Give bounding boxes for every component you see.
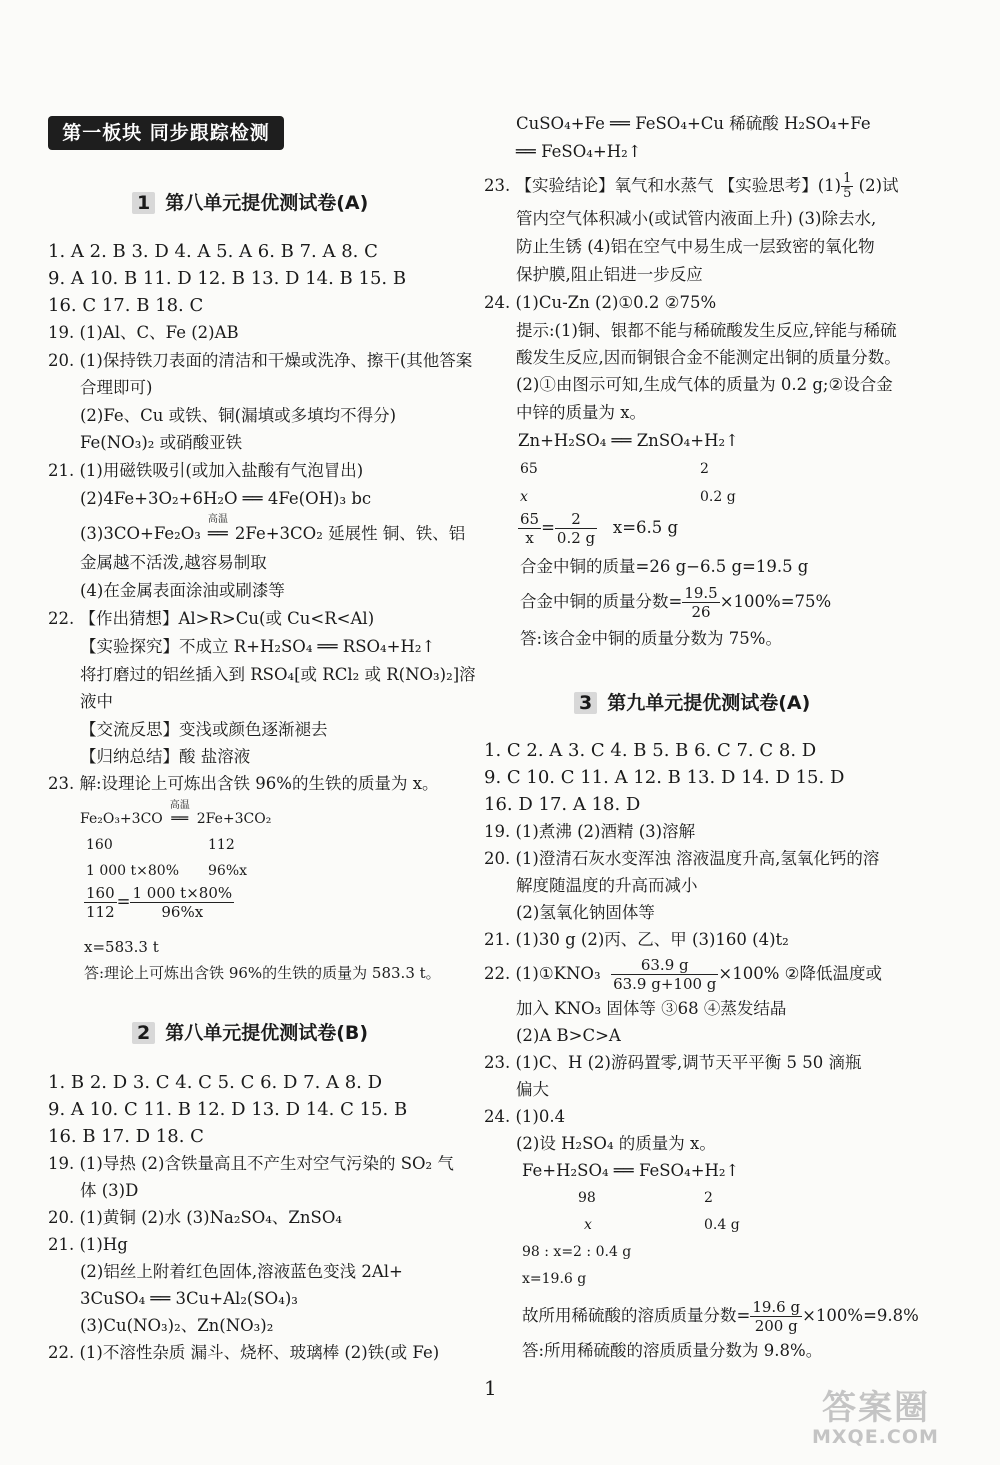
equation-line: Fe+H₂SO₄ ══ FeSO₄+H₂↑: [522, 1161, 740, 1180]
section-number: 1: [132, 192, 155, 214]
answer-line: 酸发生反应,因而铜银合金不能测定出铜的质量分数。: [516, 348, 901, 367]
answer-line: 23. (1)C、H (2)游码置零,调节天平平衡 5 50 滴瓶: [484, 1053, 862, 1072]
answer-line: 24. (1)Cu-Zn (2)①0.2 ②75%: [484, 293, 717, 312]
denominator: 200 g: [754, 1317, 798, 1335]
numerator: 19.6 g: [752, 1298, 801, 1316]
answer-line: CuSO₄+Fe ══ FeSO₄+Cu 稀硫酸 H₂SO₄+Fe: [516, 114, 871, 133]
answer-line: 体 (3)D: [80, 1181, 139, 1200]
answer-line: (2)设 H₂SO₄ 的质量为 x。: [516, 1134, 716, 1153]
fraction: [555, 510, 597, 547]
answer-line: 【交流反思】变浅或颜色逐渐褪去: [80, 720, 328, 739]
equation-line: Zn+H₂SO₄ ══ ZnSO₄+H₂↑: [518, 431, 739, 450]
answer-line: Fe(NO₃)₂ 或硝酸亚铁: [80, 433, 243, 452]
answer-line: 9. A 10. C 11. B 12. D 13. D 14. C 15. B: [48, 1099, 408, 1120]
fraction-equation: [518, 510, 678, 547]
section-title: 第八单元提优测试卷(A): [165, 192, 369, 214]
answer-line: (4)在金属表面涂油或刷漆等: [80, 581, 285, 600]
denominator: 96%x: [161, 903, 204, 921]
fraction: [130, 884, 234, 921]
numerator: 19.5: [684, 584, 718, 602]
equation-line: [80, 514, 466, 545]
answer-line: 2: [704, 1190, 713, 1206]
answer-line: 20. (1)黄铜 (2)水 (3)Na₂SO₄、ZnSO₄: [48, 1208, 342, 1227]
answer-line: 合理即可): [80, 378, 153, 397]
answer-line: 答:所用稀硫酸的溶质质量分数为 9.8%。: [522, 1341, 823, 1360]
answer-line: 3CuSO₄ ══ 3Cu+Al₂(SO₄)₃: [80, 1289, 298, 1308]
answer-line: 解度随温度的升高而减小: [516, 876, 698, 895]
answer-text: (2)试: [858, 176, 899, 195]
answer-line: 1. C 2. A 3. C 4. B 5. B 6. C 7. C 8. D: [484, 740, 817, 761]
answer-line: 1 000 t×80%: [86, 863, 180, 879]
page-number: 1: [484, 1376, 497, 1400]
section-number: 3: [574, 692, 597, 714]
answer-line: (2)氢氧化钠固体等: [516, 903, 655, 922]
answer-line: 【实验探究】不成立 R+H₂SO₄ ══ RSO₄+H₂↑: [80, 637, 436, 656]
denominator: x: [525, 529, 534, 547]
answer-line: x: [520, 489, 528, 505]
answer-line: 19. (1)煮沸 (2)酒精 (3)溶解: [484, 822, 696, 841]
answer-line: 答:理论上可炼出含铁 96%的生铁的质量为 583.3 t。: [84, 964, 441, 982]
answer-line: 0.2 g: [700, 489, 736, 505]
answer-line: 0.4 g: [704, 1217, 740, 1233]
answer-line: 23. 解:设理论上可炼出含铁 96%的生铁的质量为 x。: [48, 774, 439, 793]
answer-line: 偏大: [516, 1080, 549, 1099]
answer-text: ×100% ②降低温度或: [718, 964, 882, 983]
answer-text: 合金中铜的质量分数=: [520, 592, 683, 611]
condition-label: 高温: [207, 514, 228, 525]
equation-right: 2Fe+3CO₂ 延展性 铜、铁、铝: [234, 524, 466, 543]
answer-line: 112: [208, 837, 235, 853]
answer-text: 故所用稀硫酸的溶质质量分数=: [522, 1306, 751, 1325]
denominator: 0.2 g: [556, 529, 596, 547]
answer-line: (2)Fe、Cu 或铁、铜(漏填或多填均不得分): [80, 406, 397, 425]
fraction: [750, 1298, 802, 1335]
answer-line: 21. (1)Hg: [48, 1235, 128, 1254]
equals-sign: =: [116, 892, 131, 911]
answer-line: 中锌的质量为 x。: [516, 403, 647, 422]
numerator: 63.9 g: [611, 956, 718, 975]
denominator: 112: [86, 903, 115, 921]
answer-line: (2)A B>C>A: [516, 1026, 621, 1045]
answer-text: 22. (1)①KNO₃: [484, 964, 601, 983]
equals-sign: =: [541, 518, 555, 537]
section-title: 第八单元提优测试卷(B): [165, 1022, 369, 1044]
equation-left: Fe₂O₃+3CO: [80, 811, 163, 827]
reaction-arrow: 高温 ══: [163, 808, 197, 830]
watermark-logo: [812, 1380, 984, 1450]
numerator: 65: [520, 510, 540, 528]
denominator: 63.9 g+100 g: [613, 975, 717, 993]
answer-line: x=19.6 g: [522, 1271, 587, 1287]
section-banner: 第一板块 同步跟踪检测: [48, 116, 284, 150]
answer-line: 20. (1)澄清石灰水变浑浊 溶液温度升高,氢氧化钙的溶: [484, 849, 880, 868]
answer-line: 21. (1)用磁铁吸引(或加入盐酸有气泡冒出): [48, 461, 364, 480]
answer-text: ×100%=75%: [719, 592, 832, 611]
answer-line: x: [584, 1217, 592, 1233]
answer-line: (2)①由图示可知,生成气体的质量为 0.2 g;②设合金: [516, 375, 893, 394]
fraction-equation: [484, 956, 882, 993]
answer-line: 22. (1)不溶性杂质 漏斗、烧杯、玻璃棒 (2)铁(或 Fe): [48, 1343, 440, 1362]
answer-line: (3)Cu(NO₃)₂、Zn(NO₃)₂: [80, 1316, 274, 1335]
answer-line: (2)铝丝上附着红色固体,溶液蓝色变浅 2Al+: [80, 1262, 403, 1281]
answer-line: 9. C 10. C 11. A 12. B 13. D 14. D 15. D: [484, 767, 845, 788]
section-title: 第九单元提优测试卷(A): [607, 692, 811, 714]
section-heading-3: [574, 688, 810, 715]
answer-line: 24. (1)0.4: [484, 1107, 566, 1126]
answer-line: 160: [86, 837, 113, 853]
numerator: 1 000 t×80%: [132, 884, 233, 902]
equation-left: (3)3CO+Fe₂O₃: [80, 524, 201, 543]
answer-line: 液中: [80, 692, 113, 711]
fraction: [518, 510, 541, 547]
fraction-equation: [84, 884, 234, 921]
answer-line: 98 : x=2 : 0.4 g: [522, 1244, 632, 1260]
answer-line: 【归纳总结】酸 盐溶液: [80, 747, 251, 766]
fraction-equation: [522, 1298, 919, 1335]
equation-right: 2Fe+3CO₂: [196, 811, 272, 827]
answer-line: 保护膜,阻止铝进一步反应: [516, 265, 703, 284]
section-number: 2: [132, 1022, 155, 1044]
answer-text: x=6.5 g: [612, 518, 679, 537]
section-heading-2: [132, 1018, 368, 1045]
answer-line: 16. C 17. B 18. C: [48, 295, 204, 316]
answer-line: 1. B 2. D 3. C 4. C 5. C 6. D 7. A 8. D: [48, 1072, 383, 1093]
answer-line: 将打磨过的铝丝插入到 RSO₄[或 RCl₂ 或 R(NO₃)₂]溶: [80, 665, 476, 684]
answer-line: 98: [578, 1190, 596, 1206]
answer-line: 合金中铜的质量=26 g−6.5 g=19.5 g: [520, 557, 809, 576]
answer-line: 16. D 17. A 18. D: [484, 794, 641, 815]
numerator: 160: [86, 884, 115, 902]
answer-line: 提示:(1)铜、银都不能与稀硫酸发生反应,锌能与稀硫: [516, 321, 897, 340]
denominator: 5: [843, 186, 852, 201]
answer-line: 19. (1)Al、C、Fe (2)AB: [48, 323, 239, 342]
reaction-arrow: 高温 ══: [201, 523, 235, 545]
answer-line: 1. A 2. B 3. D 4. A 5. A 6. B 7. A 8. C: [48, 241, 378, 262]
fraction: [682, 584, 719, 621]
watermark-url: MXQE.COM: [812, 1426, 939, 1448]
answer-line: 20. (1)保持铁刀表面的清洁和干燥或洗净、擦干(其他答案: [48, 351, 473, 370]
answer-line: 加入 KNO₃ 固体等 ③68 ④蒸发结晶: [516, 999, 787, 1018]
answer-line: [484, 172, 899, 201]
denominator: 26: [691, 603, 711, 621]
answer-text: 23. 【实验结论】氧气和水蒸气 【实验思考】(1): [484, 176, 842, 195]
answer-line: 防止生锈 (4)铝在空气中易生成一层致密的氧化物: [516, 237, 875, 256]
answer-line: x=583.3 t: [84, 938, 159, 956]
answer-line: 19. (1)导热 (2)含铁量高且不产生对空气污染的 SO₂ 气: [48, 1154, 454, 1173]
fraction: [84, 884, 117, 921]
answer-line: 金属越不活泼,越容易制取: [80, 553, 267, 572]
answer-line: 16. B 17. D 18. C: [48, 1126, 204, 1147]
numerator: 2: [555, 510, 597, 529]
answer-line: 21. (1)30 g (2)丙、乙、甲 (3)160 (4)t₂: [484, 930, 789, 949]
answer-line: 65: [520, 461, 538, 477]
answer-line: (2)4Fe+3O₂+6H₂O ══ 4Fe(OH)₃ bc: [80, 489, 372, 508]
fraction-equation: [520, 584, 831, 621]
answer-line: 96%x: [208, 863, 248, 879]
numerator: 1: [843, 171, 852, 186]
answer-line: 2: [700, 461, 709, 477]
answer-line: 管内空气体积减小(或试管内液面上升) (3)除去水,: [516, 209, 877, 228]
condition-label: 高温: [169, 800, 190, 811]
equation-line: [80, 800, 272, 830]
answer-line: 9. A 10. B 11. D 12. B 13. D 14. B 15. B: [48, 268, 407, 289]
answer-line: ══ FeSO₄+H₂↑: [516, 142, 642, 161]
answer-line: 答:该合金中铜的质量分数为 75%。: [520, 629, 782, 648]
section-heading-1: [132, 188, 368, 215]
fraction: [841, 172, 853, 201]
watermark-text: 答案圈: [822, 1388, 930, 1428]
answer-line: 22. 【作出猜想】Al>R>Cu(或 Cu<R<Al): [48, 609, 375, 628]
answer-text: ×100%=9.8%: [802, 1306, 919, 1325]
fraction: [611, 956, 718, 993]
